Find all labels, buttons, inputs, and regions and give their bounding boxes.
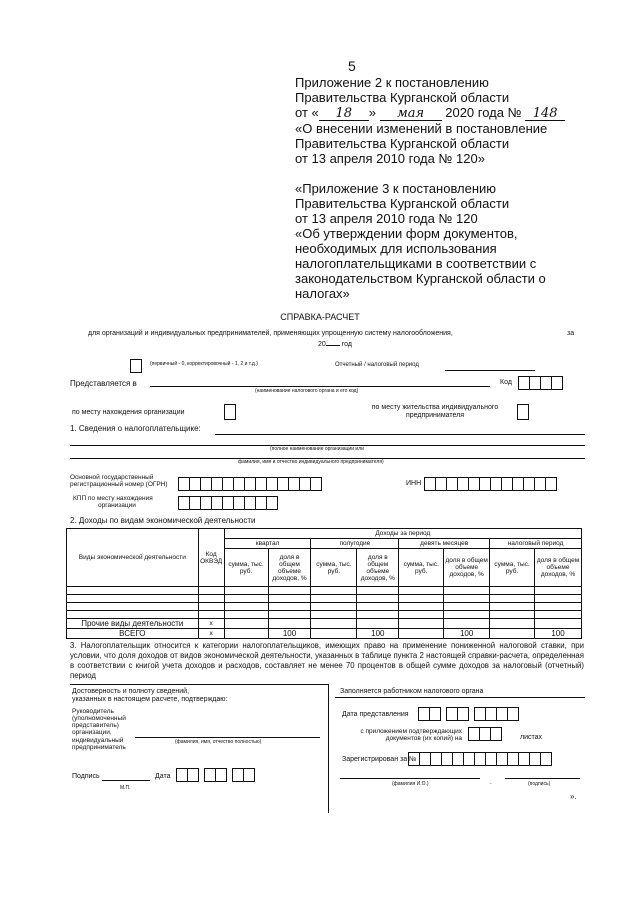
by-org-location-checkbox[interactable] [224,403,235,421]
sheets-count-field[interactable] [468,725,501,743]
hundred-cell: 100 [535,629,582,639]
fio-sign-hint: (фамилия, имя, отчество полностью) [175,739,262,745]
by-residence-label [355,404,515,419]
date-number: 148 [525,108,565,121]
signature-label: Подпись [72,773,100,780]
ogrn-label-line2: регистрационный номер (ОГРН) [70,481,168,489]
date-day: 18 [319,108,369,121]
head-line2: (уполномоченный [72,715,126,723]
sub-share-header: доля в общем объеме доходов, % [268,549,311,587]
period-nine-months: девять месяцев [399,539,490,549]
header-line: от 13 апреля 2010 года № 120» [295,151,485,166]
sub-share-header: доля в общем объеме доходов, % [357,549,399,587]
fio-short-hint: (фамилия И.О.) [392,781,429,787]
attached-line2: документов (их копий) на [385,735,462,743]
sign-hint: (подпись) [528,781,551,787]
correction-hint: (первичный - 0, корректировочный - 1, 2 и т.д.) [150,361,258,367]
head-line5: индивидуальный [72,736,124,744]
ogrn-label-line1: Основной государственный [70,474,154,481]
col-activity-header: Виды экономической деятельности [67,529,199,587]
table-row-other[interactable] [67,619,582,629]
table-row[interactable] [67,587,582,595]
registration-number-field[interactable] [408,750,551,768]
head-line1: Руководитель [72,708,114,715]
sub-share-header: доля в общем объеме доходов, % [444,549,490,587]
date-month: мая [380,108,442,121]
ogrn-label [70,474,168,488]
sub-sum-header: сумма, тыс. руб. [399,549,444,587]
header-line: Правительства Курганской области [295,90,510,105]
dash-sep: - [490,781,492,787]
by-residence-checkbox[interactable] [517,403,528,421]
ogrn-field[interactable] [178,475,321,493]
kod-field[interactable] [518,374,562,392]
tax-office-hint: (наименование налогового органа и его код) [255,388,359,394]
page-number: 5 [348,58,356,74]
appendix-header [295,75,595,301]
income-table [66,528,582,639]
by-residence-line1: по месту жительства индивидуального [371,404,499,411]
head-line6: предприниматель [72,743,126,751]
kpp-label-line1: КПП по месту нахождения [73,495,153,502]
fio-hint: фамилия, имя и отчество индивидуального предпринимателя) [238,459,384,465]
total-label: ВСЕГО [67,629,199,639]
sub-sum-header: сумма, тыс. руб. [311,549,357,587]
date-submitted-label: Дата представления [342,711,409,718]
period-label: Отчетный / налоговый период [335,362,419,368]
x-cell: х [198,629,224,639]
hundred-cell: 100 [444,629,490,639]
sheets-label: листах [520,734,543,741]
org-name-field[interactable] [215,434,585,435]
table-row[interactable] [67,611,582,619]
section-2-title: 2. Доходы по видам экономической деятельности [70,516,256,525]
section-3-text: 3. Налогоплательщик относится к категории налогоплательщиков, имеющих право на применение пониженной налоговой ставки, при условии, что доля доходов от видов экономической деятельности, указанных в таблице пункта 2 настоящей справки-расчета, определенная в соответствии с книгой учета доходов и расходов, составляет не менее 70 процентов в общей сумме доходов за налоговый (отчетный) период [70,641,584,680]
header-line: «Об утверждении форм документов, [295,226,518,241]
form-title: СПРАВКА-РАСЧЕТ [280,312,360,322]
header-line: от 13 апреля 2010 года № 120 [295,211,478,226]
kpp-label [73,495,153,509]
year-prefix: 20 [318,341,326,348]
sub-sum-header: сумма, тыс. руб. [490,549,535,587]
hundred-cell: 100 [357,629,399,639]
date-label: Дата [155,773,171,780]
signature-field[interactable] [102,780,150,781]
kpp-field[interactable] [178,494,277,512]
head-fio-field[interactable] [135,737,320,738]
attached-line1: с приложением подтверждающих [360,728,462,735]
year-suffix: год [341,341,352,348]
period-tax-period: налоговый период [490,539,582,549]
section-1-title: 1. Сведения о налогоплательщике: [70,424,201,433]
header-line: необходимых для использования [295,241,497,256]
col-okved-header: Код ОКВЭД [198,529,224,587]
header-line: законодательством Курганской области о [295,271,546,286]
confirm-line1: Достоверность и полноту сведений, [72,688,190,695]
confirm-text [72,688,227,703]
inn-field[interactable] [424,475,556,493]
table-row[interactable] [67,595,582,603]
head-line4: организации, [72,729,112,737]
head-line3: представитель) [72,722,119,730]
registrar-fio-field[interactable] [340,778,480,779]
header-date-line [295,105,595,121]
x-cell: х [198,619,224,629]
correction-number-field[interactable] [130,357,141,375]
kod-label: Код [500,379,512,386]
tax-office-name-field[interactable] [150,386,490,387]
attached-label [342,728,462,742]
date-prefix: от « [295,105,319,120]
header-line: налогах» [295,286,350,301]
header-line: Приложение 2 к постановлению [295,75,489,90]
form-subtitle-za: за [567,330,575,337]
header-line: налогоплательщиками в соответствии с [295,256,537,271]
registrar-sign-field[interactable] [505,778,580,779]
header-line: Правительства Курганской области [295,136,510,151]
form-subtitle: для организаций и индивидуальных предпринимателей, применяющих упрощенную систему налогообложения, [88,330,453,337]
income-period-header: Доходы за период [224,529,581,539]
inn-label: ИНН [406,480,422,487]
header-line: «Приложение 3 к постановлению [295,181,497,196]
registered-label: Зарегистрирован за № [342,756,417,763]
hundred-cell: 100 [268,629,311,639]
date-year: 2020 года № [445,105,522,120]
year-line [318,341,352,349]
head-label [72,708,126,751]
submitted-to-label: Представляется в [70,379,137,388]
kpp-label-line2: организации [98,502,136,510]
sub-share-header: доля в общем объеме доходов, % [535,549,582,587]
date-submitted-field[interactable] [418,705,518,723]
confirm-line2: указанных в настоящем расчете, подтверждаю: [72,695,228,703]
org-name-hint: (полное наименование организации или [270,446,364,452]
tax-office-fill-label: Заполняется работником налогового органа [340,688,484,695]
period-quarter: квартал [224,539,311,549]
header-line: «О внесении изменений в постановление [295,121,548,136]
by-residence-line2: предпринимателя [405,411,465,419]
date-mid: » [368,105,376,120]
table-row[interactable] [67,603,582,611]
other-label: Прочие виды деятельности [67,619,199,629]
sign-date-field[interactable] [176,766,254,784]
closing-quote: ». [570,792,577,801]
table-row-total[interactable] [67,629,582,639]
sub-sum-header: сумма, тыс. руб. [224,549,268,587]
mp-label: М.П. [120,785,131,791]
header-line: Правительства Курганской области [295,196,510,211]
period-half-year: полугодие [311,539,399,549]
by-org-location-label: по месту нахождения организации [72,409,185,416]
